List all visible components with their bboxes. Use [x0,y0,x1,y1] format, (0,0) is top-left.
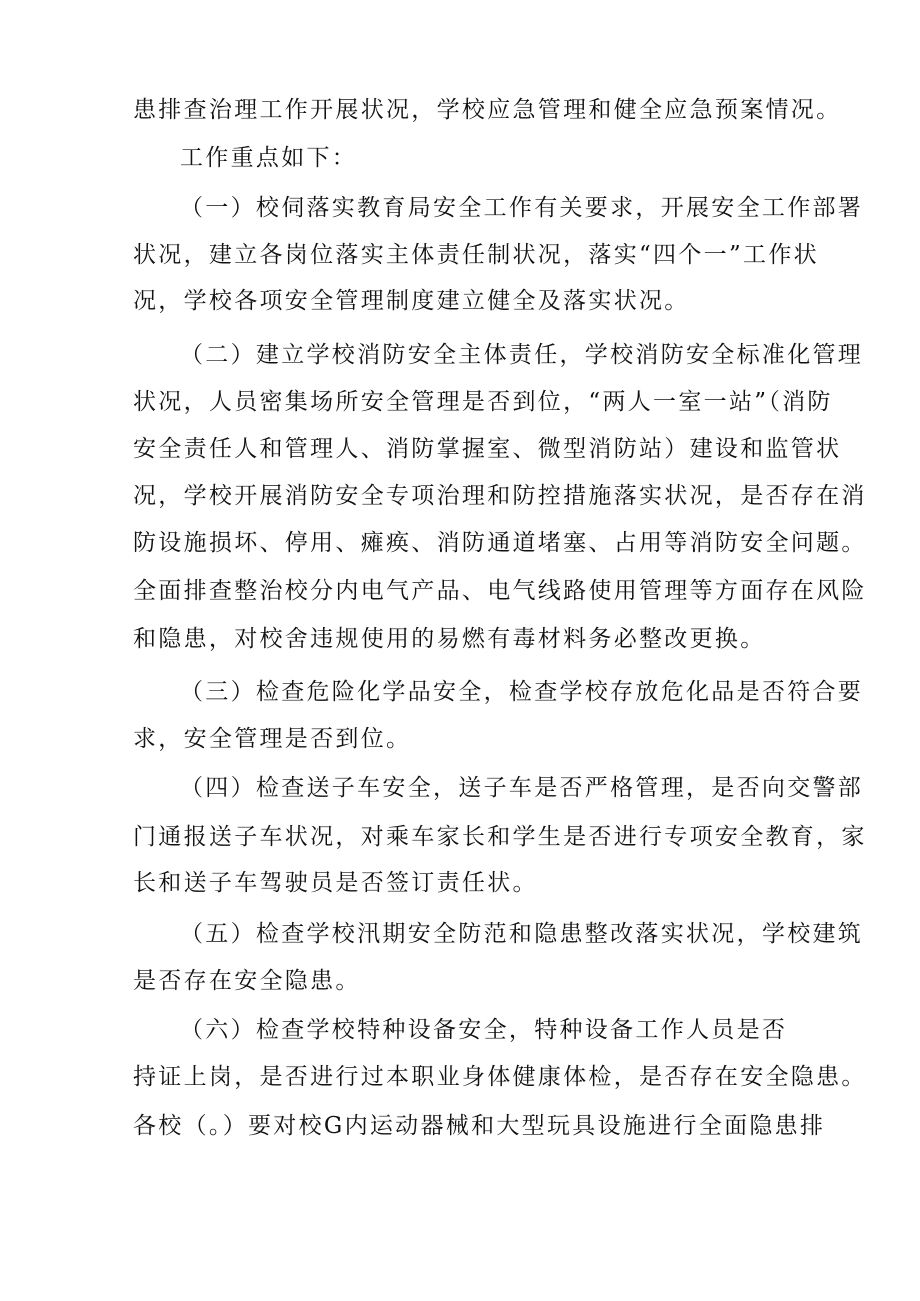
text-line-12: 和隐患，对校舍违规使用的易燃有毒材料务必整改更换。 [133,626,766,652]
text-line-6: （二）建立学校消防安全主体责任，学校消防安全标准化管理 [180,342,864,368]
text-line-10: 防设施损坏、停用、瘫痪、消防通道堵塞、占用等消防安全问题。 [133,530,867,556]
text-line-17: 长和送子车驾驶员是否签订责任状。 [133,870,538,896]
text-line-4: 状况，建立各岗位落实主体责任制状况，落实“四个一”工作状 [133,242,819,268]
text-line-8: 安全责任人和管理人、消防掌握室、微型消防站）建设和监管状 [133,436,842,462]
text-line-16: 门通报送子车状况，对乘车家长和学生是否进行专项安全教育，家 [133,824,867,850]
text-line-19: 是否存在安全隐患。 [133,968,361,994]
text-line-11: 全面排查整治校分内电气产品、电气线路使用管理等方面存在风险 [133,578,867,604]
text-line-14: 求，安全管理是否到位。 [133,726,412,752]
text-line-22: 各校（。）要对校G内运动器械和大型玩具设施进行全面隐患排 [133,1113,826,1139]
text-line-2: 工作重点如下： [180,145,358,171]
text-line-20: （六）检查学校特种设备安全，特种设备工作人员是否 [180,1017,788,1043]
text-line-1: 患排查治理工作开展状况，学校应急管理和健全应急预案情况。 [133,97,842,123]
text-line-7: 状况，人员密集场所安全管理是否到位，“两人一室一站”（消防 [133,389,833,415]
text-line-9: 况，学校开展消防安全专项治理和防控措施落实状况，是否存在消 [133,483,867,509]
text-line-18: （五）检查学校汛期安全防范和隐患整改落实状况，学校建筑 [180,921,864,947]
text-line-13: （三）检查危险化学品安全，检查学校存放危化品是否符合要 [180,679,864,705]
text-line-5: 况，学校各项安全管理制度建立健全及落实状况。 [133,288,690,314]
text-line-15: （四）检查送子车安全，送子车是否严格管理，是否向交警部 [180,775,864,801]
text-line-21: 持证上岗，是否进行过本职业身体健康体检，是否存在安全隐患。 [133,1064,867,1090]
text-line-3: （一）校伺落实教育局安全工作有关要求，开展安全工作部署 [180,195,864,221]
